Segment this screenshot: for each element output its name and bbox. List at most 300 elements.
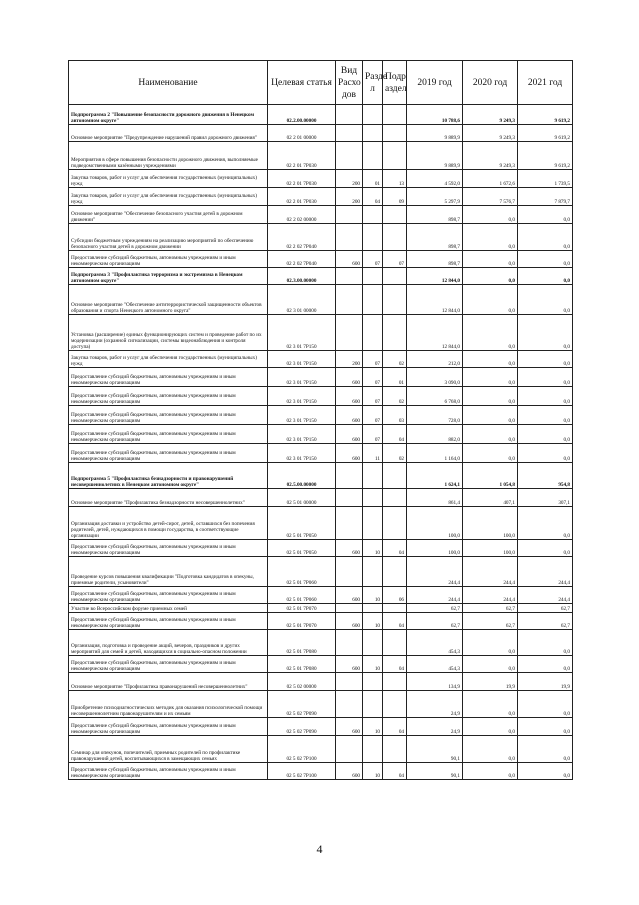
row-amount-2021-cell: 9 619,2: [518, 142, 573, 170]
row-expense-type-cell: 600: [336, 425, 363, 444]
row-subsection-cell: [383, 206, 407, 224]
table-row: [69, 368, 573, 387]
row-subsection-cell: 01: [383, 368, 407, 387]
table-row: [69, 406, 573, 425]
row-section-cell: 07: [363, 351, 383, 368]
row-expense-type-cell: [336, 604, 363, 613]
row-amount-2020-cell: 0,0: [463, 224, 518, 251]
row-amount-2021-cell: 244,4: [518, 557, 573, 587]
row-amount-2019-cell: 898,7: [407, 224, 463, 251]
row-expense-type-cell: [336, 125, 363, 142]
row-amount-2021-cell: 0,0: [518, 691, 573, 718]
table-header-row: [69, 61, 573, 105]
row-expense-type-cell: 600: [336, 368, 363, 387]
row-amount-2021-cell: 0,0: [518, 268, 573, 285]
row-amount-2020-cell: 0,0: [463, 425, 518, 444]
row-amount-2020-cell: 0,0: [463, 406, 518, 425]
row-amount-2021-cell: 307,1: [518, 489, 573, 507]
row-subsection-cell: 07: [383, 251, 407, 268]
row-subsection-cell: [383, 557, 407, 587]
row-subsection-cell: [383, 691, 407, 718]
row-section-cell: 07: [363, 406, 383, 425]
row-subsection-cell: [383, 630, 407, 656]
row-expense-type-cell: 600: [336, 718, 363, 736]
row-section-cell: [363, 315, 383, 351]
table-row: [69, 251, 573, 268]
row-amount-2020-cell: 0,0: [463, 630, 518, 656]
row-amount-2021-cell: 0,0: [518, 224, 573, 251]
row-subsection-cell: 04: [383, 613, 407, 630]
row-expense-type-cell: 600: [336, 387, 363, 406]
row-expense-type-cell: [336, 673, 363, 691]
row-amount-2019-cell: 212,0: [407, 351, 463, 368]
row-amount-2021-cell: 0,0: [518, 736, 573, 763]
table-row: [69, 125, 573, 142]
row-target-article-cell: 02 5 02 7P090: [268, 691, 336, 718]
row-name-cell: Предоставление субсидий бюджетным, автономным учреждениям и иным некоммерческим организациям: [69, 540, 268, 557]
row-amount-2019-cell: 62,7: [407, 604, 463, 613]
header-year-2020: 2020 год: [463, 61, 518, 105]
row-amount-2021-cell: 0,0: [518, 540, 573, 557]
row-amount-2021-cell: 0,0: [518, 206, 573, 224]
row-amount-2019-cell: 9 889,9: [407, 125, 463, 142]
table-row: [69, 507, 573, 540]
row-amount-2021-cell: 0,0: [518, 718, 573, 736]
row-expense-type-cell: 600: [336, 406, 363, 425]
row-subsection-cell: 02: [383, 387, 407, 406]
row-amount-2021-cell: 954,8: [518, 463, 573, 489]
row-target-article-cell: 02 3 01 7P150: [268, 368, 336, 387]
row-amount-2020-cell: 100,0: [463, 540, 518, 557]
row-section-cell: [363, 557, 383, 587]
row-name-cell: Подпрограмма 5 "Профилактика безнадзорности и правонарушений несовершеннолетних в Ненецком автономном округе": [69, 463, 268, 489]
row-amount-2020-cell: 0,0: [463, 691, 518, 718]
row-section-cell: 10: [363, 718, 383, 736]
row-amount-2020-cell: 9 249,3: [463, 125, 518, 142]
row-amount-2021-cell: 9 619,2: [518, 125, 573, 142]
row-name-cell: Закупка товаров, работ и услуг для обеспечения государственных (муниципальных) нужд: [69, 170, 268, 188]
table-row: [69, 351, 573, 368]
page-number: 4: [316, 842, 323, 856]
row-subsection-cell: [383, 224, 407, 251]
row-name-cell: Предоставление субсидий бюджетным, автономным учреждениям и иным некоммерческим организациям: [69, 368, 268, 387]
row-name-cell: Закупка товаров, работ и услуг для обеспечения государственных (муниципальных) нужд: [69, 188, 268, 206]
row-name-cell: Установка (расширение) единых функционирующих систем и проведение работ по их модернизации (охранной сигнализации, системы видеонаблюдения и контроля доступа): [69, 315, 268, 351]
row-amount-2019-cell: 454,3: [407, 656, 463, 673]
row-amount-2019-cell: 24,9: [407, 718, 463, 736]
row-expense-type-cell: 200: [336, 188, 363, 206]
row-section-cell: [363, 105, 383, 125]
row-target-article-cell: 02 5 01 7P080: [268, 656, 336, 673]
row-expense-type-cell: 600: [336, 613, 363, 630]
row-amount-2021-cell: 0,0: [518, 656, 573, 673]
row-name-cell: Предоставление субсидий бюджетным, автономным учреждениям и иным некоммерческим организациям: [69, 425, 268, 444]
row-amount-2020-cell: 0,0: [463, 368, 518, 387]
row-subsection-cell: [383, 125, 407, 142]
row-amount-2021-cell: 0,0: [518, 630, 573, 656]
row-amount-2019-cell: 10 788,6: [407, 105, 463, 125]
row-expense-type-cell: [336, 224, 363, 251]
row-target-article-cell: 02 3 01 7P150: [268, 351, 336, 368]
row-expense-type-cell: [336, 691, 363, 718]
row-amount-2019-cell: 90,1: [407, 763, 463, 780]
row-section-cell: 10: [363, 613, 383, 630]
row-name-cell: Приобретение психодиагностических методик для оказания психологической помощи несовершеннолетним правонарушителям и их семьям: [69, 691, 268, 718]
row-section-cell: 07: [363, 251, 383, 268]
row-subsection-cell: [383, 315, 407, 351]
row-amount-2019-cell: 9 889,9: [407, 142, 463, 170]
row-amount-2019-cell: 100,0: [407, 540, 463, 557]
header-expense-type: Вид Расхо дов: [336, 61, 363, 105]
row-target-article-cell: 02 3 01 7P150: [268, 425, 336, 444]
row-name-cell: Основное мероприятие "Обеспечение антитеррористической защищенности объектов образования и спорта Ненецкого автономного округа": [69, 285, 268, 315]
row-amount-2020-cell: 0,0: [463, 718, 518, 736]
row-amount-2021-cell: 0,0: [518, 444, 573, 463]
row-section-cell: [363, 691, 383, 718]
row-target-article-cell: 02 2 02 7P040: [268, 224, 336, 251]
row-amount-2020-cell: 100,0: [463, 507, 518, 540]
table-row: [69, 736, 573, 763]
row-amount-2021-cell: 0,0: [518, 507, 573, 540]
row-name-cell: Предоставление субсидий бюджетным, автономным учреждениям и иным некоммерческим организациям: [69, 587, 268, 604]
row-section-cell: [363, 630, 383, 656]
row-amount-2021-cell: 62,7: [518, 613, 573, 630]
row-subsection-cell: 04: [383, 763, 407, 780]
row-name-cell: Семинар для опекунов, попечителей, приемных родителей по профилактике правонарушений детей, воспитывающихся в замещающих семьях: [69, 736, 268, 763]
row-expense-type-cell: [336, 736, 363, 763]
row-subsection-cell: [383, 736, 407, 763]
table-row: [69, 718, 573, 736]
header-name: Наименование: [69, 61, 268, 105]
row-name-cell: Предоставление субсидий бюджетным, автономным учреждениям и иным некоммерческим организациям: [69, 406, 268, 425]
row-target-article-cell: 02 5 01 00000: [268, 489, 336, 507]
row-target-article-cell: 02 5 02 7P100: [268, 763, 336, 780]
table-body: [69, 105, 573, 780]
row-section-cell: [363, 673, 383, 691]
row-amount-2019-cell: 24,9: [407, 691, 463, 718]
row-expense-type-cell: 600: [336, 656, 363, 673]
row-amount-2019-cell: 898,7: [407, 206, 463, 224]
row-expense-type-cell: [336, 268, 363, 285]
row-name-cell: Предоставление субсидий бюджетным, автономным учреждениям и иным некоммерческим организациям: [69, 251, 268, 268]
row-amount-2021-cell: 0,0: [518, 285, 573, 315]
table-row: [69, 105, 573, 125]
row-amount-2021-cell: 7 879,7: [518, 188, 573, 206]
row-name-cell: Мероприятия в сфере повышения безопасности дорожного движения, выполняемые подведомственными казёнными учреждениями: [69, 142, 268, 170]
row-amount-2020-cell: 0,0: [463, 351, 518, 368]
row-name-cell: Подпрограмма 2 "Повышение безопасности дорожного движения в Ненецком автономном округе": [69, 105, 268, 125]
row-target-article-cell: 02 3 01 7P150: [268, 387, 336, 406]
row-target-article-cell: 02 2 01 7P030: [268, 142, 336, 170]
row-expense-type-cell: [336, 315, 363, 351]
row-amount-2019-cell: 728,0: [407, 406, 463, 425]
table-row: [69, 444, 573, 463]
row-amount-2019-cell: 100,0: [407, 507, 463, 540]
row-subsection-cell: [383, 673, 407, 691]
header-subsection: Подр аздел: [383, 61, 407, 105]
row-amount-2020-cell: 0,0: [463, 387, 518, 406]
table-row: [69, 170, 573, 188]
row-target-article-cell: 02 5 01 7P080: [268, 630, 336, 656]
row-amount-2019-cell: 12 844,0: [407, 315, 463, 351]
row-subsection-cell: 04: [383, 656, 407, 673]
row-target-article-cell: 02 5 01 7P050: [268, 540, 336, 557]
table-row: [69, 463, 573, 489]
row-name-cell: Основное мероприятие "Предупреждение нарушений правил дорожного движения": [69, 125, 268, 142]
row-amount-2021-cell: 0,0: [518, 368, 573, 387]
row-target-article-cell: 02 5 02 00000: [268, 673, 336, 691]
row-name-cell: Предоставление субсидий бюджетным, автономным учреждениям и иным некоммерческим организациям: [69, 763, 268, 780]
row-amount-2021-cell: 19,9: [518, 673, 573, 691]
row-amount-2019-cell: 244,4: [407, 557, 463, 587]
row-amount-2019-cell: 6 768,0: [407, 387, 463, 406]
row-name-cell: Предоставление субсидий бюджетным, автономным учреждениям и иным некоммерческим организациям: [69, 387, 268, 406]
row-target-article-cell: 02 3 01 7P150: [268, 315, 336, 351]
table-row: [69, 224, 573, 251]
row-section-cell: [363, 224, 383, 251]
row-name-cell: Предоставление субсидий бюджетным, автономным учреждениям и иным некоммерческим организациям: [69, 444, 268, 463]
row-amount-2019-cell: 12 844,0: [407, 268, 463, 285]
table-row: [69, 557, 573, 587]
row-subsection-cell: [383, 604, 407, 613]
row-amount-2019-cell: 62,7: [407, 613, 463, 630]
row-amount-2019-cell: 4 592,0: [407, 170, 463, 188]
row-subsection-cell: [383, 142, 407, 170]
row-section-cell: [363, 604, 383, 613]
row-section-cell: 01: [363, 170, 383, 188]
table-row: [69, 268, 573, 285]
row-section-cell: [363, 507, 383, 540]
row-amount-2020-cell: 7 576,7: [463, 188, 518, 206]
row-section-cell: 04: [363, 188, 383, 206]
row-expense-type-cell: [336, 630, 363, 656]
row-target-article-cell: 02 5 01 7P060: [268, 587, 336, 604]
table-row: [69, 604, 573, 613]
header-section: Разде л: [363, 61, 383, 105]
row-amount-2019-cell: 898,7: [407, 251, 463, 268]
table-row: [69, 425, 573, 444]
row-subsection-cell: 09: [383, 188, 407, 206]
row-amount-2021-cell: 62,7: [518, 604, 573, 613]
row-section-cell: [363, 268, 383, 285]
row-amount-2020-cell: 0,0: [463, 285, 518, 315]
row-expense-type-cell: 600: [336, 763, 363, 780]
table-row: [69, 188, 573, 206]
row-amount-2020-cell: 19,9: [463, 673, 518, 691]
row-subsection-cell: 04: [383, 425, 407, 444]
budget-table: [68, 60, 573, 780]
row-subsection-cell: [383, 507, 407, 540]
row-section-cell: 10: [363, 540, 383, 557]
row-expense-type-cell: 600: [336, 540, 363, 557]
row-subsection-cell: 03: [383, 406, 407, 425]
row-amount-2020-cell: 0,0: [463, 763, 518, 780]
row-amount-2021-cell: 9 619,2: [518, 105, 573, 125]
row-name-cell: Предоставление субсидий бюджетным, автономным учреждениям и иным некоммерческим организациям: [69, 718, 268, 736]
row-expense-type-cell: [336, 463, 363, 489]
row-target-article-cell: 02.5.00.00000: [268, 463, 336, 489]
table-row: [69, 673, 573, 691]
row-amount-2020-cell: 9 249,3: [463, 142, 518, 170]
row-expense-type-cell: [336, 142, 363, 170]
row-amount-2019-cell: 90,1: [407, 736, 463, 763]
row-target-article-cell: 02 2 02 00000: [268, 206, 336, 224]
row-section-cell: [363, 206, 383, 224]
row-name-cell: Проведение курсов повышения квалификации "Подготовка кандидатов в опекуны, приемные родители, усыновители": [69, 557, 268, 587]
row-target-article-cell: 02 5 02 7P090: [268, 718, 336, 736]
row-subsection-cell: 06: [383, 587, 407, 604]
row-subsection-cell: 04: [383, 540, 407, 557]
row-name-cell: Основное мероприятие "Профилактика правонарушений несовершеннолетних": [69, 673, 268, 691]
row-amount-2021-cell: 0,0: [518, 387, 573, 406]
row-amount-2020-cell: 62,7: [463, 604, 518, 613]
row-section-cell: 11: [363, 444, 383, 463]
row-name-cell: Организация доставки и устройство детей-сирот, детей, оставшихся без попечения родителей, детей, нуждающихся в помощи государства, в соответствующие организации: [69, 507, 268, 540]
row-target-article-cell: 02 2 01 00000: [268, 125, 336, 142]
row-expense-type-cell: 600: [336, 251, 363, 268]
row-amount-2021-cell: 244,4: [518, 587, 573, 604]
row-subsection-cell: 04: [383, 718, 407, 736]
row-target-article-cell: 02 2 02 7P040: [268, 251, 336, 268]
row-target-article-cell: 02.3.00.00000: [268, 268, 336, 285]
header-target-article: Целевая статья: [268, 61, 336, 105]
row-section-cell: 07: [363, 387, 383, 406]
row-amount-2020-cell: 0,0: [463, 736, 518, 763]
row-name-cell: Основное мероприятие "Обеспечение безопасного участия детей в дорожном движении": [69, 206, 268, 224]
row-amount-2019-cell: 1 624,1: [407, 463, 463, 489]
table-row: [69, 587, 573, 604]
row-amount-2021-cell: 0,0: [518, 251, 573, 268]
row-expense-type-cell: 200: [336, 170, 363, 188]
row-expense-type-cell: 600: [336, 587, 363, 604]
row-name-cell: Субсидии бюджетным учреждениям на реализацию мероприятий по обеспечению безопасного участия детей в дорожном движении: [69, 224, 268, 251]
table-row: [69, 763, 573, 780]
row-amount-2020-cell: 407,1: [463, 489, 518, 507]
row-target-article-cell: 02 2 01 7P030: [268, 170, 336, 188]
row-amount-2021-cell: 0,0: [518, 406, 573, 425]
row-subsection-cell: 02: [383, 444, 407, 463]
row-target-article-cell: 02 5 01 7P070: [268, 613, 336, 630]
row-expense-type-cell: [336, 489, 363, 507]
row-section-cell: 07: [363, 425, 383, 444]
row-amount-2020-cell: 62,7: [463, 613, 518, 630]
table-row: [69, 613, 573, 630]
header-year-2021: 2021 год: [518, 61, 573, 105]
row-subsection-cell: [383, 463, 407, 489]
row-amount-2020-cell: 0,0: [463, 444, 518, 463]
row-name-cell: Закупка товаров, работ и услуг для обеспечения государственных (муниципальных) нужд: [69, 351, 268, 368]
row-expense-type-cell: [336, 285, 363, 315]
row-amount-2020-cell: 0,0: [463, 656, 518, 673]
row-amount-2020-cell: 0,0: [463, 315, 518, 351]
row-name-cell: Подпрограмма 3 "Профилактика терроризма и экстремизма в Ненецком автономном округе": [69, 268, 268, 285]
row-amount-2021-cell: 0,0: [518, 315, 573, 351]
row-name-cell: Организация, подготовка и проведение акций, вечеров, праздников и других мероприятий для семей и детей, находящихся в социально-опасном положении: [69, 630, 268, 656]
header-year-2019: 2019 год: [407, 61, 463, 105]
row-amount-2021-cell: 1 739,5: [518, 170, 573, 188]
row-section-cell: 10: [363, 587, 383, 604]
row-amount-2019-cell: 5 297,9: [407, 188, 463, 206]
row-amount-2019-cell: 244,4: [407, 587, 463, 604]
row-target-article-cell: 02 3 01 00000: [268, 285, 336, 315]
table-row: [69, 387, 573, 406]
row-section-cell: [363, 142, 383, 170]
row-amount-2021-cell: 0,0: [518, 351, 573, 368]
row-section-cell: [363, 463, 383, 489]
row-expense-type-cell: [336, 557, 363, 587]
row-amount-2019-cell: 1 164,0: [407, 444, 463, 463]
row-amount-2019-cell: 454,3: [407, 630, 463, 656]
table-row: [69, 285, 573, 315]
row-name-cell: Предоставление субсидий бюджетным, автономным учреждениям и иным некоммерческим организациям: [69, 613, 268, 630]
table-row: [69, 142, 573, 170]
row-amount-2020-cell: 9 249,3: [463, 105, 518, 125]
row-expense-type-cell: 200: [336, 351, 363, 368]
row-section-cell: [363, 285, 383, 315]
row-subsection-cell: 02: [383, 351, 407, 368]
row-amount-2020-cell: 244,4: [463, 557, 518, 587]
row-section-cell: 10: [363, 656, 383, 673]
row-expense-type-cell: [336, 206, 363, 224]
row-amount-2020-cell: 0,0: [463, 268, 518, 285]
row-name-cell: Основное мероприятие "Профилактика безнадзорности несовершеннолетних": [69, 489, 268, 507]
row-amount-2020-cell: 244,4: [463, 587, 518, 604]
row-amount-2019-cell: 882,0: [407, 425, 463, 444]
row-section-cell: [363, 125, 383, 142]
row-target-article-cell: 02 5 01 7P070: [268, 604, 336, 613]
row-target-article-cell: 02 2 01 7P030: [268, 188, 336, 206]
row-section-cell: [363, 489, 383, 507]
table-row: [69, 206, 573, 224]
row-amount-2021-cell: 0,0: [518, 763, 573, 780]
row-target-article-cell: 02 5 02 7P100: [268, 736, 336, 763]
row-subsection-cell: [383, 285, 407, 315]
table-row: [69, 691, 573, 718]
table-row: [69, 315, 573, 351]
row-subsection-cell: [383, 489, 407, 507]
row-section-cell: [363, 736, 383, 763]
budget-sheet: [68, 60, 572, 780]
row-amount-2020-cell: 0,0: [463, 206, 518, 224]
row-target-article-cell: 02 5 01 7P050: [268, 507, 336, 540]
row-amount-2021-cell: 0,0: [518, 425, 573, 444]
row-target-article-cell: 02 3 01 7P150: [268, 444, 336, 463]
row-section-cell: 07: [363, 368, 383, 387]
row-amount-2019-cell: 12 844,0: [407, 285, 463, 315]
row-target-article-cell: 02 3 01 7P150: [268, 406, 336, 425]
row-section-cell: 10: [363, 763, 383, 780]
row-amount-2019-cell: 134,9: [407, 673, 463, 691]
row-amount-2019-cell: 861,4: [407, 489, 463, 507]
row-amount-2020-cell: 1 054,8: [463, 463, 518, 489]
row-name-cell: Предоставление субсидий бюджетным, автономным учреждениям и иным некоммерческим организациям: [69, 656, 268, 673]
row-amount-2020-cell: 0,0: [463, 251, 518, 268]
table-row: [69, 489, 573, 507]
row-expense-type-cell: [336, 105, 363, 125]
row-expense-type-cell: 600: [336, 444, 363, 463]
row-target-article-cell: 02.2.00.00000: [268, 105, 336, 125]
row-expense-type-cell: [336, 507, 363, 540]
row-name-cell: Участие во Всероссийском форуме приемных семей: [69, 604, 268, 613]
row-amount-2019-cell: 3 090,0: [407, 368, 463, 387]
table-row: [69, 656, 573, 673]
table-row: [69, 630, 573, 656]
row-target-article-cell: 02 5 01 7P060: [268, 557, 336, 587]
row-amount-2020-cell: 1 672,6: [463, 170, 518, 188]
row-subsection-cell: [383, 268, 407, 285]
row-subsection-cell: 13: [383, 170, 407, 188]
row-subsection-cell: [383, 105, 407, 125]
